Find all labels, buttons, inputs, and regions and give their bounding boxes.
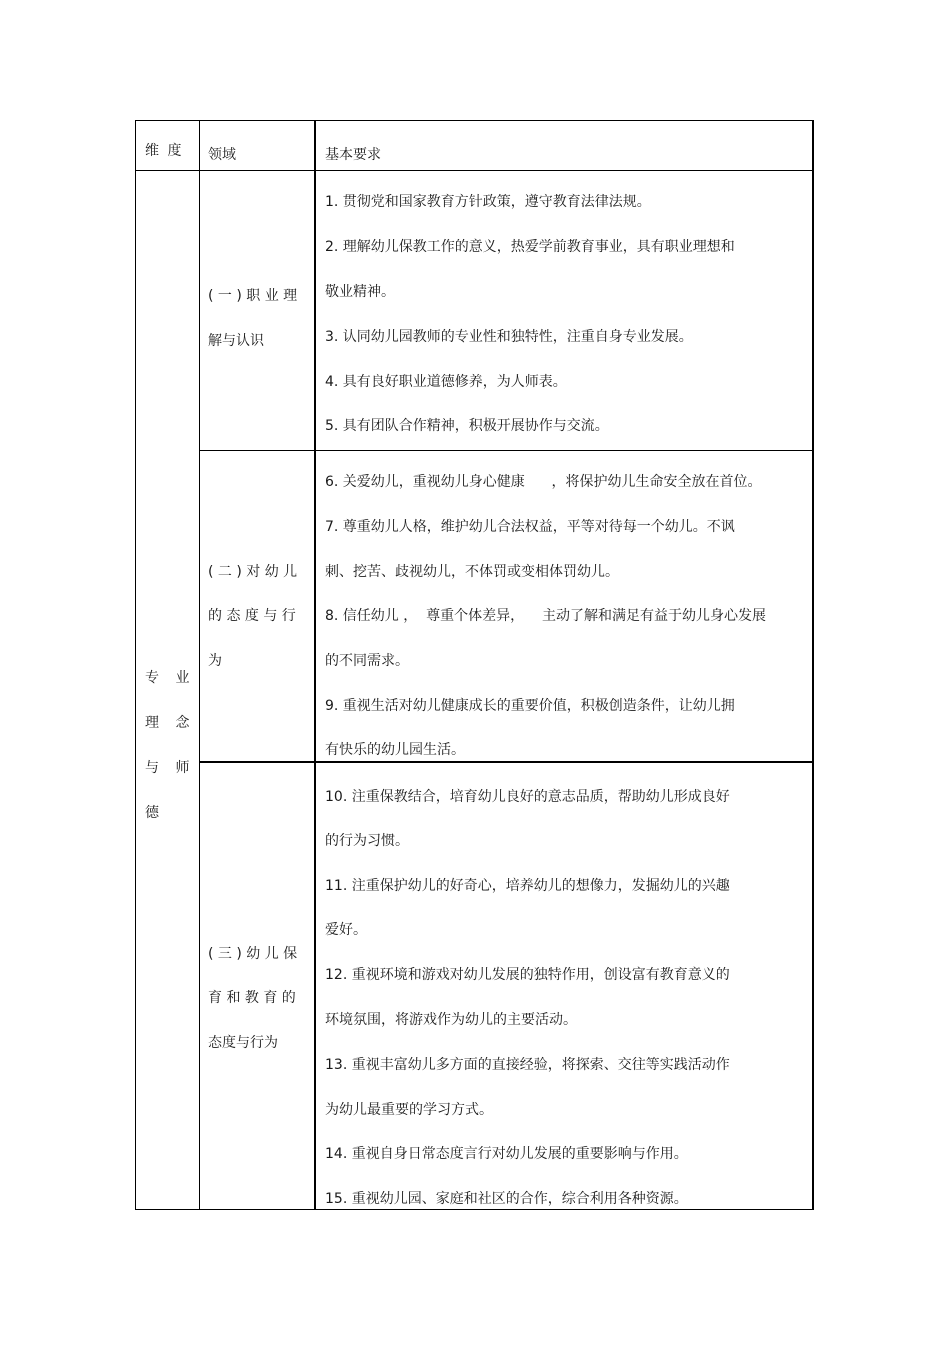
table-border-bottom — [135, 1209, 814, 1210]
section-1-domain-line-2: 解与认识 — [208, 333, 264, 349]
section-divider-1 — [199, 450, 814, 451]
req-7b: 刺、挖苦、歧视幼儿，不体罚或变相体罚幼儿。 — [325, 564, 619, 580]
req-2b: 敬业精神。 — [325, 284, 395, 300]
req-7a: 7. 尊重幼儿人格，维护幼儿合法权益，平等对待每一个幼儿。不讽 — [325, 519, 735, 535]
table-border-top — [135, 120, 814, 121]
section-3-domain-line-1: ( 三 ) 幼 儿 保 — [208, 946, 298, 962]
req-2a: 2. 理解幼儿保教工作的意义，热爱学前教育事业，具有职业理想和 — [325, 239, 735, 255]
req-9a: 9. 重视生活对幼儿健康成长的重要价值，积极创造条件，让幼儿拥 — [325, 698, 735, 714]
section-divider-2 — [199, 761, 814, 763]
section-3-domain-line-3: 态度与行为 — [208, 1035, 278, 1051]
section-2-domain-line-3: 为 — [208, 653, 222, 669]
req-8b: 的不同需求。 — [325, 653, 409, 669]
table-border-right — [812, 120, 814, 1210]
dimension-line-3: 与 师 — [145, 760, 196, 776]
req-9b: 有快乐的幼儿园生活。 — [325, 742, 465, 758]
req-12a: 12. 重视环境和游戏对幼儿发展的独特作用，创设富有教育意义的 — [325, 967, 730, 983]
header-requirements: 基本要求 — [325, 147, 381, 163]
req-12b: 环境氛围，将游戏作为幼儿的主要活动。 — [325, 1012, 577, 1028]
header-divider — [135, 170, 814, 171]
req-15: 15. 重视幼儿园、家庭和社区的合作，综合利用各种资源。 — [325, 1191, 688, 1207]
section-3-domain-line-2: 育 和 教 育 的 — [208, 990, 296, 1006]
req-11a: 11. 注重保护幼儿的好奇心，培养幼儿的想像力，发掘幼儿的兴趣 — [325, 878, 730, 894]
header-dimension: 维 度 — [145, 143, 184, 159]
section-1-domain-line-1: ( 一 ) 职 业 理 — [208, 288, 298, 304]
dimension-line-4: 德 — [145, 805, 159, 821]
section-2-domain-line-1: ( 二 ) 对 幼 儿 — [208, 564, 298, 580]
req-10b: 的行为习惯。 — [325, 833, 409, 849]
req-1: 1. 贯彻党和国家教育方针政策，遵守教育法律法规。 — [325, 194, 651, 210]
dimension-line-2: 理 念 — [145, 715, 196, 731]
req-8a: 8. 信任幼儿 ， 尊重个体差异， 主动了解和满足有益于幼儿身心发展 — [325, 608, 766, 624]
column-divider-1 — [199, 120, 200, 1210]
req-14: 14. 重视自身日常态度言行对幼儿发展的重要影响与作用。 — [325, 1146, 688, 1162]
req-6: 6. 关爱幼儿，重视幼儿身心健康 ，将保护幼儿生命安全放在首位。 — [325, 474, 762, 490]
req-11b: 爱好。 — [325, 922, 367, 938]
dimension-line-1: 专 业 — [145, 670, 196, 686]
header-domain: 领域 — [208, 147, 236, 163]
column-divider-2 — [314, 120, 316, 1210]
section-2-domain-line-2: 的 态 度 与 行 — [208, 608, 296, 624]
req-5: 5. 具有团队合作精神，积极开展协作与交流。 — [325, 418, 609, 434]
req-13b: 为幼儿最重要的学习方式。 — [325, 1102, 493, 1118]
req-4: 4. 具有良好职业道德修养，为人师表。 — [325, 374, 567, 390]
table-border-left — [135, 120, 136, 1210]
standards-table — [135, 120, 814, 1210]
req-13a: 13. 重视丰富幼儿多方面的直接经验，将探索、交往等实践活动作 — [325, 1057, 730, 1073]
req-3: 3. 认同幼儿园教师的专业性和独特性，注重自身专业发展。 — [325, 329, 693, 345]
req-10a: 10. 注重保教结合，培育幼儿良好的意志品质，帮助幼儿形成良好 — [325, 789, 730, 805]
